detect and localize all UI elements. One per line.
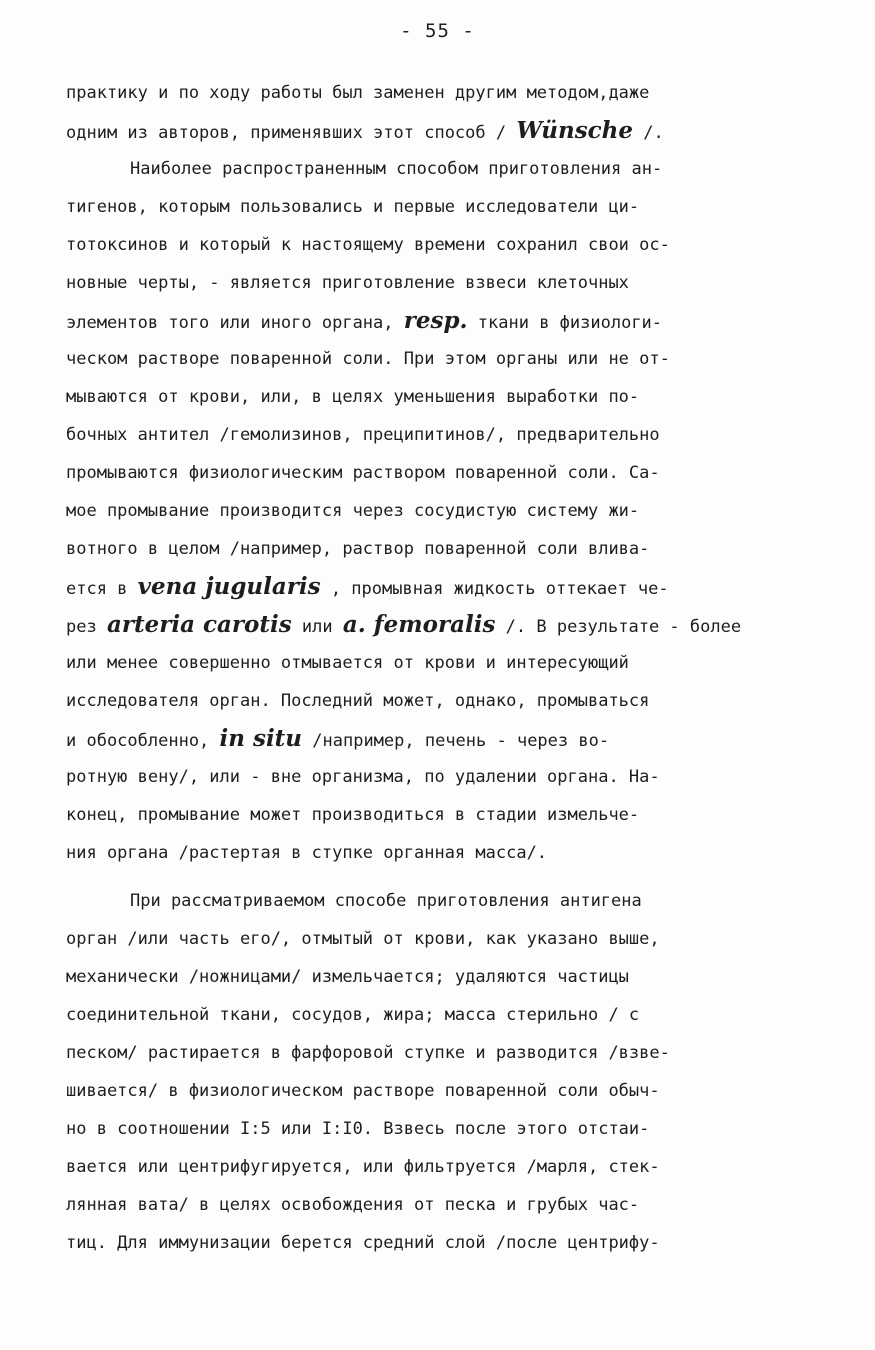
- text-line: [66, 188, 811, 226]
- text-line: [66, 302, 811, 340]
- typed-text: элементов того или иного органа,: [66, 313, 404, 333]
- text-line: [66, 378, 811, 416]
- handwritten-term: resp.: [403, 307, 468, 334]
- paragraph-2: [66, 150, 811, 872]
- body-text: [66, 74, 811, 1262]
- text-line: [66, 74, 811, 112]
- text-line: [66, 644, 811, 682]
- typed-text: механически /ножницами/ измельчается; удаляются частицы: [66, 967, 629, 987]
- text-line: [66, 606, 811, 644]
- typed-text: /. В результате - более: [495, 617, 742, 637]
- typed-text: песком/ растирается в фарфоровой ступке и разводится /взве-: [66, 1043, 670, 1063]
- typed-text: исследователя орган. Последний может, однако, промываться: [66, 691, 650, 711]
- typed-text: тотоксинов и который к настоящему времени сохранил свои ос-: [66, 235, 670, 255]
- text-line: [66, 758, 811, 796]
- typed-text: шивается/ в физиологическом растворе поваренной соли обыч-: [66, 1081, 660, 1101]
- text-line: [66, 226, 811, 264]
- typed-text: мое промывание производится через сосудистую систему жи-: [66, 501, 640, 521]
- typed-text: /.: [633, 123, 664, 143]
- text-line: [66, 834, 811, 872]
- text-line: [66, 1110, 811, 1148]
- typed-text: вотного в целом /например, раствор поваренной соли влива-: [66, 539, 650, 559]
- typed-text: ется в: [66, 579, 138, 599]
- typed-text: При рассматриваемом способе приготовления антигена: [130, 891, 642, 911]
- typed-text: , промывная жидкость оттекает че-: [320, 579, 669, 599]
- typed-text: Наиболее распространенным способом приготовления ан-: [130, 159, 663, 179]
- text-line: [66, 264, 811, 302]
- handwritten-author-name: Wünsche: [516, 117, 634, 144]
- text-line: [66, 682, 811, 720]
- typed-text: но в соотношении I:5 или I:I0. Взвесь после этого отстаи-: [66, 1119, 650, 1139]
- typed-text: соединительной ткани, сосудов, жира; масса стерильно / с: [66, 1005, 640, 1025]
- typed-text: одним из авторов, применявших этот способ /: [66, 123, 507, 143]
- text-line: [66, 996, 811, 1034]
- text-line: [66, 920, 811, 958]
- typed-text: лянная вата/ в целях освобождения от песка и грубых час-: [66, 1195, 640, 1215]
- text-line: [66, 1034, 811, 1072]
- typed-text: рез: [66, 617, 107, 637]
- typed-text: /например, печень - через во-: [302, 731, 610, 751]
- paragraph-1: [66, 74, 811, 150]
- text-line: [66, 720, 811, 758]
- handwritten-term: a. femoralis: [342, 611, 496, 638]
- typed-text: промываются физиологическим раствором поваренной соли. Са-: [66, 463, 660, 483]
- typed-text: или: [291, 617, 343, 637]
- text-line: [66, 796, 811, 834]
- text-line: [66, 1072, 811, 1110]
- text-line: [66, 454, 811, 492]
- text-line: [66, 112, 811, 150]
- text-line: [66, 150, 811, 188]
- text-line: [66, 1186, 811, 1224]
- page-number: - 55 -: [400, 20, 475, 42]
- text-line: [66, 958, 811, 996]
- typed-text: конец, промывание может производиться в стадии измельче-: [66, 805, 640, 825]
- typed-text: тигенов, которым пользовались и первые исследователи ци-: [66, 197, 640, 217]
- handwritten-term: in situ: [219, 725, 303, 752]
- text-line: [66, 1148, 811, 1186]
- text-line: [66, 882, 811, 920]
- typed-text: ткани в физиологи-: [467, 313, 663, 333]
- typed-text: ния органа /растертая в ступке органная масса/.: [66, 843, 548, 863]
- typed-text: новные черты, - является приготовление взвеси клеточных: [66, 273, 629, 293]
- typed-text: орган /или часть его/, отмытый от крови, как указано выше,: [66, 929, 660, 949]
- typed-text: практику и по ходу работы был заменен другим методом,даже: [66, 83, 650, 103]
- typed-text: тиц. Для иммунизации берется средний слой /после центрифу-: [66, 1233, 660, 1253]
- text-line: [66, 416, 811, 454]
- text-line: [66, 340, 811, 378]
- typed-text: вается или центрифугируется, или фильтруется /марля, стек-: [66, 1157, 660, 1177]
- typed-text: ротную вену/, или - вне организма, по удалении органа. На-: [66, 767, 660, 787]
- typed-text: ческом растворе поваренной соли. При этом органы или не от-: [66, 349, 670, 369]
- typed-text: мываются от крови, или, в целях уменьшения выработки по-: [66, 387, 640, 407]
- typed-text: бочных антител /гемолизинов, преципитинов/, предварительно: [66, 425, 660, 445]
- text-line: [66, 568, 811, 606]
- text-line: [66, 1224, 811, 1262]
- handwritten-term: arteria carotis: [106, 611, 292, 638]
- typed-text: или менее совершенно отмывается от крови и интересующий: [66, 653, 629, 673]
- paragraph-3: [66, 882, 811, 1262]
- text-line: [66, 530, 811, 568]
- text-line: [66, 492, 811, 530]
- typed-text: и обособленно,: [66, 731, 220, 751]
- handwritten-term: vena jugularis: [137, 573, 321, 600]
